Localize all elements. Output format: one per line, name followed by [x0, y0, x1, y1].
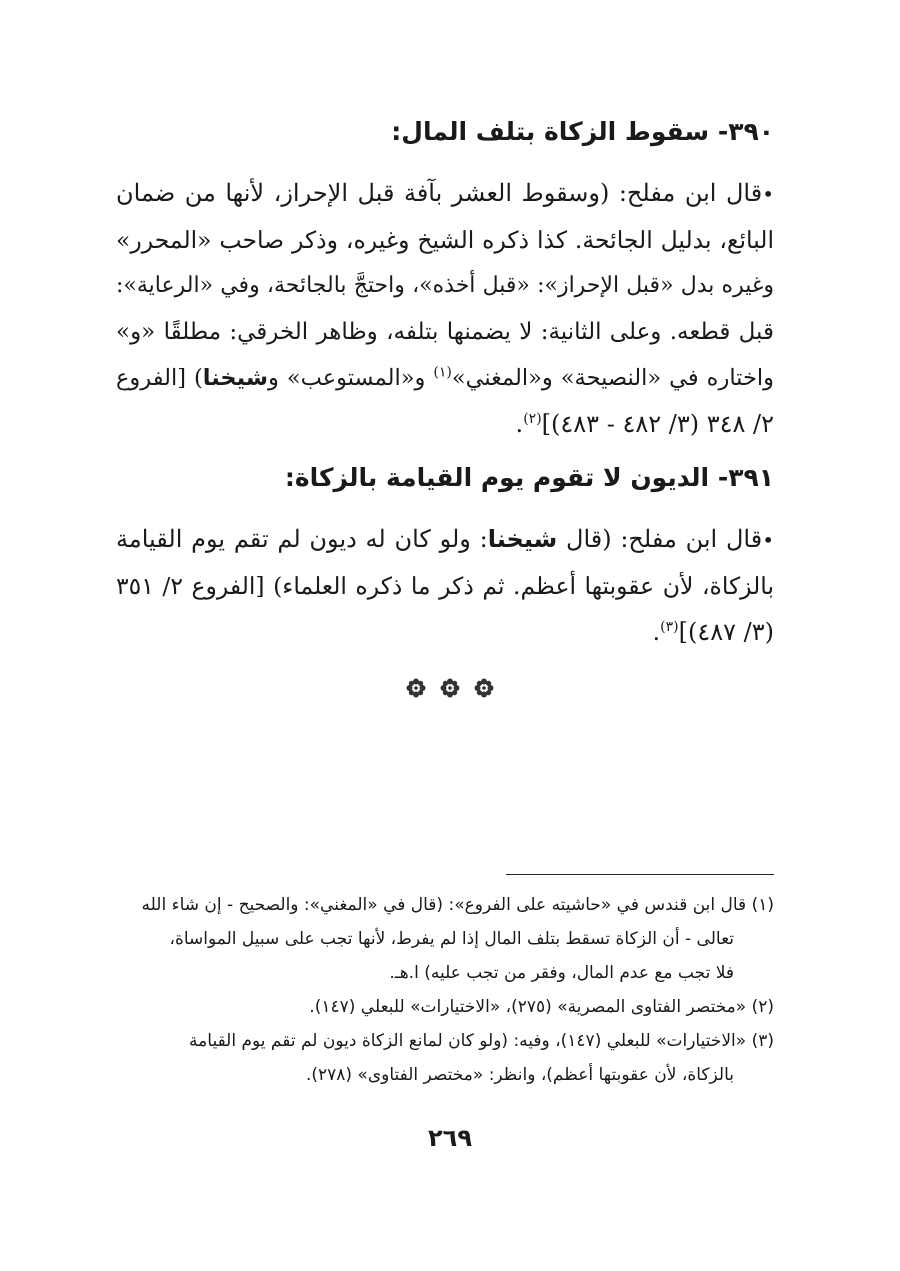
section-heading-390: ٣٩٠- سقوط الزكاة بتلف المال: [391, 117, 774, 146]
footnote-3-cont: بالزكاة، لأن عقوبتها أعظم)، وانظر: «مختصر الفتاوى» (٢٧٨). [305, 1065, 734, 1085]
section-heading-391: ٣٩١- الديون لا تقوم يوم القيامة بالزكاة: [284, 463, 774, 492]
body-line-text: ) [الفروع [116, 365, 203, 391]
flower-ornament-icon [440, 678, 460, 698]
body-line-text: : ولو كان له ديون لم تقم يوم القيامة [116, 525, 488, 553]
period: . [652, 618, 661, 646]
bullet-icon: • [762, 528, 774, 552]
body-line [116, 516, 774, 563]
footnote-1-cont: تعالى - أن الزكاة تسقط بتلف المال إذا لم يفرط، لأنها تجب على سبيل المواساة، [169, 929, 734, 949]
bullet-icon: • [762, 182, 774, 206]
footnote-2: (٢) «مختصر الفتاوى المصرية» (٢٧٥)، «الاختيارات» للبعلي (١٤٧). [309, 997, 774, 1017]
body-line: قبل قطعه. وعلى الثانية: لا يضمنها بتلفه، وظاهر الخرقي: مطلقًا «و» [116, 319, 774, 345]
body-line: بالزكاة، لأن عقوبتها أعظم. ثم ذكر ما ذكره العلماء) [الفروع ٢/ ٣٥١ [116, 572, 775, 600]
footnote-ref-1[interactable]: (١) [433, 364, 452, 381]
period: . [515, 410, 524, 438]
footnote-ref-2[interactable]: (٢) [523, 411, 542, 427]
body-line-text: قال ابن مفلح: (قال [557, 525, 763, 553]
section-body-391 [116, 516, 774, 655]
body-line [116, 355, 774, 401]
footnote-3: (٣) «الاختيارات» للبعلي (١٤٧)، وفيه: (ولو كان لمانع الزكاة ديون لم تقم يوم القيامة [189, 1031, 774, 1051]
body-line: وغيره بدل «قبل الإحراز»: «قبل أخذه»، واحتجَّ بالجائحة، وفي «الرعاية»: [116, 273, 774, 298]
body-line: البائع، بدليل الجائحة. كذا ذكره الشيخ وغيره، وذكر صاحب «المحرر» [116, 226, 774, 254]
body-line [116, 170, 774, 217]
body-line-text: و«المستوعب» و [267, 365, 434, 391]
body-line-text: قال ابن مفلح: (وسقوط العشر بآفة قبل الإحراز، لأنها من ضمان [116, 179, 763, 207]
footnote-ref-3[interactable]: (٣) [660, 619, 679, 635]
section-body-390 [116, 170, 774, 447]
bold-term: شيخنا [487, 525, 558, 553]
citation: ٢/ ٣٤٨ (٣/ ٤٨٢ - ٤٨٣)] [541, 410, 774, 438]
body-line [116, 401, 774, 447]
flower-ornament-icon [406, 678, 426, 698]
citation: (٣/ ٤٨٧)] [678, 618, 774, 646]
section-separator [400, 676, 500, 700]
footnote-1-cont: فلا تجب مع عدم المال، وفقر من تجب عليه) ا.هـ. [389, 963, 734, 983]
page-number: ٢٦٩ [428, 1124, 472, 1152]
footnote-1: (١) قال ابن قندس في «حاشيته على الفروع»: (قال في «المغني»: والصحيح - إن شاء الله [141, 895, 774, 915]
bold-term: شيخنا [202, 365, 268, 391]
footnote-divider [506, 874, 774, 875]
body-line-text: واختاره في «النصيحة» و«المغني» [451, 365, 774, 391]
footnotes [109, 888, 774, 1092]
body-line [116, 609, 774, 655]
flower-ornament-icon [474, 678, 494, 698]
